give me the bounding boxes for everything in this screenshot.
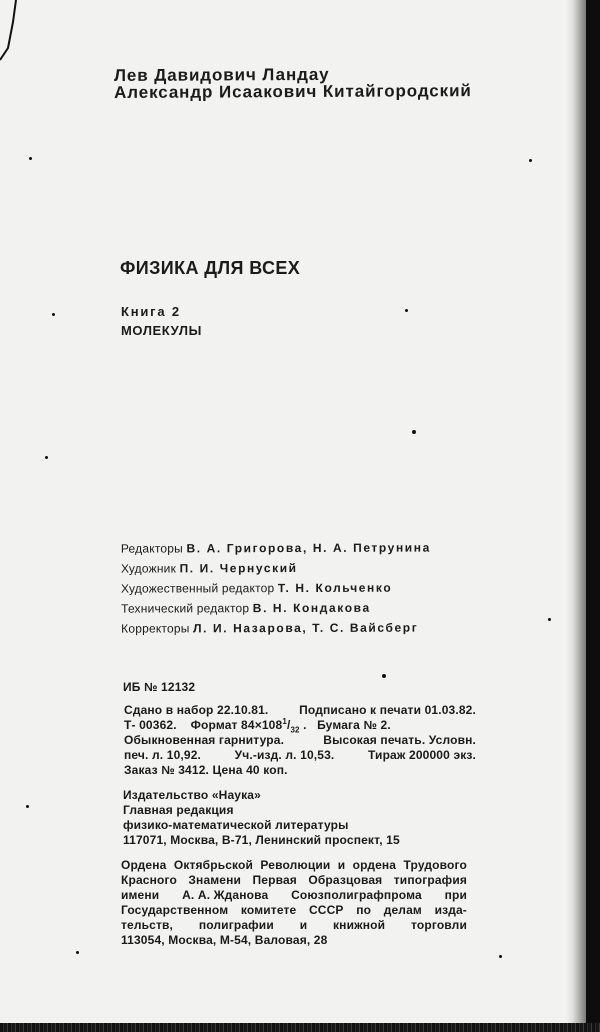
- printing-type: Высокая печать. Условн.: [323, 733, 476, 747]
- scan-speck: [412, 430, 416, 434]
- printer-word: тельств,: [121, 918, 174, 932]
- credit-artist: [121, 557, 481, 578]
- submission-date: Сдано в набор 22.10.81.: [124, 703, 269, 717]
- printer-word: СССР: [308, 903, 344, 917]
- paper-format-denominator: 32: [290, 725, 300, 735]
- printer-word: Революции: [260, 858, 331, 872]
- scan-speck: [529, 159, 532, 162]
- order-code: Т- 00362.: [124, 718, 177, 732]
- credit-label: Художник: [120, 561, 177, 576]
- printer-word: торговли: [411, 918, 467, 932]
- order-and-price: Заказ № 3412. Цена 40 коп.: [124, 763, 288, 777]
- printer-word: Трудового: [403, 858, 467, 872]
- scan-speck: [76, 951, 79, 954]
- paper-type: Бумага № 2.: [317, 718, 391, 732]
- publisher-editorial: Главная редакция: [123, 803, 234, 817]
- print-approval-date: Подписано к печати 01.03.82.: [299, 703, 476, 717]
- print-run: Тираж 200000 экз.: [368, 748, 476, 762]
- credit-editors: [121, 537, 481, 558]
- printer-word: и: [299, 918, 308, 932]
- printer-word: комитете: [240, 903, 297, 917]
- publisher-name: Издательство «Наука»: [123, 788, 261, 802]
- printer-word: Союзполиграфпрома: [291, 888, 422, 902]
- publisher-address: 117071, Москва, В-71, Ленинский проспект, 15: [123, 833, 400, 847]
- printer-info: [121, 858, 467, 948]
- printer-line-1: [121, 858, 467, 873]
- printer-line-3: [121, 888, 467, 903]
- printer-word: Государственном: [121, 903, 229, 917]
- printer-word: делам: [383, 903, 422, 917]
- printer-word: по: [356, 903, 372, 917]
- publishing-sheets: Уч.-изд. л. 10,53.: [234, 748, 335, 762]
- publication-line-4: [124, 748, 476, 763]
- credit-art-editor: [121, 577, 481, 598]
- printer-line-2: [121, 873, 467, 888]
- paper-format-text: Формат 84×108: [190, 718, 283, 732]
- editorial-credits: [121, 537, 481, 638]
- credit-label: Технический редактор: [121, 601, 250, 616]
- corner-scratch-mark: [0, 0, 20, 70]
- scan-bottom-edge-strip: [0, 1023, 600, 1032]
- publication-line-1: [124, 703, 476, 718]
- credit-technical-editor: [121, 597, 481, 618]
- scan-speck: [548, 618, 551, 621]
- book-series-title: ФИЗИКА ДЛЯ ВСЕХ: [120, 258, 301, 278]
- publication-line-2: Т- 00362. Формат $84\times 108^1/_{32}$ . Бумага № 2.: [124, 717, 391, 735]
- publication-details: [124, 703, 476, 778]
- printer-word: Знамени: [188, 873, 242, 887]
- credit-label: Художественный редактор: [120, 581, 275, 596]
- printer-word: Образцовая: [308, 873, 383, 887]
- credit-names: Т. Н. Кольченко: [277, 580, 393, 596]
- book-part-label: Книга 2: [121, 304, 181, 319]
- printer-word: Первая: [252, 873, 297, 887]
- printer-word: книжной: [333, 918, 386, 932]
- printer-word: полиграфии: [198, 918, 274, 932]
- author-kitaigorodsky: Александр Исаакович Китайгородский: [113, 81, 472, 102]
- printer-word: имени: [121, 888, 160, 902]
- scan-right-edge-dark-band: [586, 0, 600, 1032]
- credit-label: Редакторы: [120, 541, 183, 556]
- scan-speck: [29, 157, 32, 160]
- printer-word: Ордена: [121, 858, 167, 872]
- printed-sheets: печ. л. 10,92.: [124, 748, 202, 762]
- ib-number: ИБ № 12132: [123, 680, 196, 694]
- printer-word: ордена: [352, 858, 397, 872]
- printer-word: Октябрьской: [173, 858, 254, 872]
- printer-word: и: [337, 858, 346, 872]
- printer-address: 113054, Москва, М-54, Валовая, 28: [121, 933, 328, 947]
- printer-line-5: [121, 918, 467, 933]
- publication-line-3: [124, 733, 476, 748]
- scan-speck: [499, 955, 502, 958]
- credit-names: Л. И. Назарова, Т. С. Вайсберг: [193, 620, 419, 636]
- printer-word: при: [444, 888, 467, 902]
- scan-speck: [26, 805, 29, 808]
- paper-format-numerator: 1: [282, 717, 287, 726]
- publisher-info: [123, 788, 453, 848]
- scan-speck: [405, 309, 408, 312]
- typeface: Обыкновенная гарнитура.: [124, 733, 285, 747]
- credit-proofreaders: [121, 617, 481, 638]
- scan-speck: [52, 313, 55, 316]
- printer-word: изда-: [434, 903, 467, 917]
- publisher-department: физико-математической литературы: [123, 818, 349, 832]
- printer-word: типография: [393, 873, 467, 887]
- printer-word: А. А. Жданова: [182, 888, 269, 902]
- scan-speck: [382, 674, 386, 678]
- author-landau: Лев Давидович Ландау: [113, 64, 330, 85]
- printer-word: Красного: [121, 873, 177, 887]
- credit-names: В. А. Григорова, Н. А. Петрунина: [186, 540, 431, 556]
- credit-names: В. Н. Кондакова: [252, 600, 371, 616]
- printer-line-4: [121, 903, 467, 918]
- scan-speck: [45, 456, 48, 459]
- credit-names: П. И. Чернуский: [179, 561, 298, 576]
- credit-label: Корректоры: [121, 621, 190, 636]
- book-name: МОЛЕКУЛЫ: [121, 323, 202, 338]
